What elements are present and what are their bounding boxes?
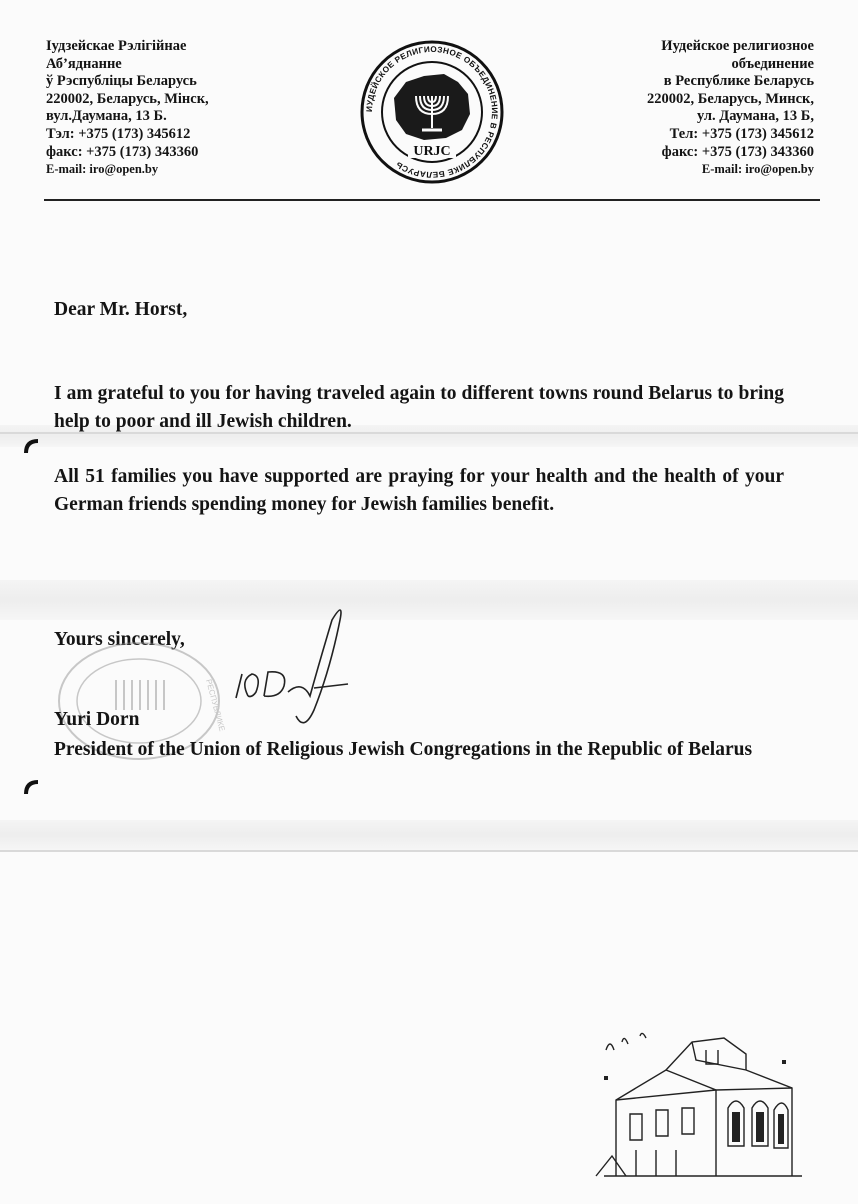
- punch-hole-icon: [22, 778, 40, 796]
- logo-acronym: URJC: [413, 144, 451, 159]
- org-name-line: объединение: [731, 55, 814, 72]
- address-line: 220002, Беларусь, Мінск,: [46, 90, 209, 107]
- org-name-line: Іудзейскае Рэлігійнае: [46, 38, 187, 54]
- closing: Yours sincerely,: [54, 629, 185, 650]
- phone-number: Тел: +375 (173) 345612: [669, 125, 814, 142]
- logo-ring-text: ИУДЕЙСКОЕ РЕЛИГИОЗНОЕ ОБЪЕДИНЕНИЕ В РЕСПУБЛИКЕ БЕЛАРУСЬ: [364, 44, 500, 180]
- stamp-ring-text: РЕСПУБЛИКЕ: [204, 678, 227, 733]
- org-name-line: ў Рэспубліцы Беларусь: [46, 73, 197, 90]
- fold-line: [0, 850, 858, 852]
- fax-number: факс: +375 (173) 343360: [661, 143, 814, 160]
- punch-hole-icon: [22, 437, 40, 455]
- email-address: E-mail: iro@open.by: [46, 162, 159, 177]
- scan-fold-band: [0, 820, 858, 850]
- org-name-line: в Республике Беларусь: [663, 73, 814, 90]
- scan-fold-band: [0, 580, 858, 620]
- signature-text: ЮД: [596, 1030, 598, 1031]
- org-name-line: Аб’яднанне: [46, 55, 122, 72]
- urjc-logo: [358, 38, 506, 186]
- address-line: ул. Даумана, 13 Б,: [696, 108, 814, 125]
- phone-number: Тэл: +375 (173) 345612: [46, 125, 191, 142]
- email-address: E-mail: iro@open.by: [701, 162, 814, 177]
- letterhead-divider: [44, 199, 820, 201]
- body-paragraph: All 51 families you have supported are praying for your health and the health of your German friends spending money for Jewish families benefit.: [54, 466, 784, 515]
- signer-title: President of the Union of Religious Jewish Congregations in the Republic of Belarus: [54, 739, 753, 760]
- org-name-line: Иудейское религиозное: [661, 38, 814, 54]
- address-line: 220002, Беларусь, Минск,: [647, 90, 814, 107]
- body-paragraph: I am grateful to you for having traveled again to different towns round Belarus to bring help to poor and ill Jewish children.: [54, 383, 784, 432]
- salutation: Dear Mr. Horst,: [54, 299, 188, 320]
- signer-name: Yuri Dorn: [54, 709, 140, 730]
- letterhead-left: [46, 38, 209, 179]
- synagogue-building-icon: [596, 1030, 810, 1180]
- address-line: вул.Даумана, 13 Б.: [46, 108, 167, 125]
- letterhead-right: [647, 38, 814, 179]
- fax-number: факс: +375 (173) 343360: [46, 143, 199, 160]
